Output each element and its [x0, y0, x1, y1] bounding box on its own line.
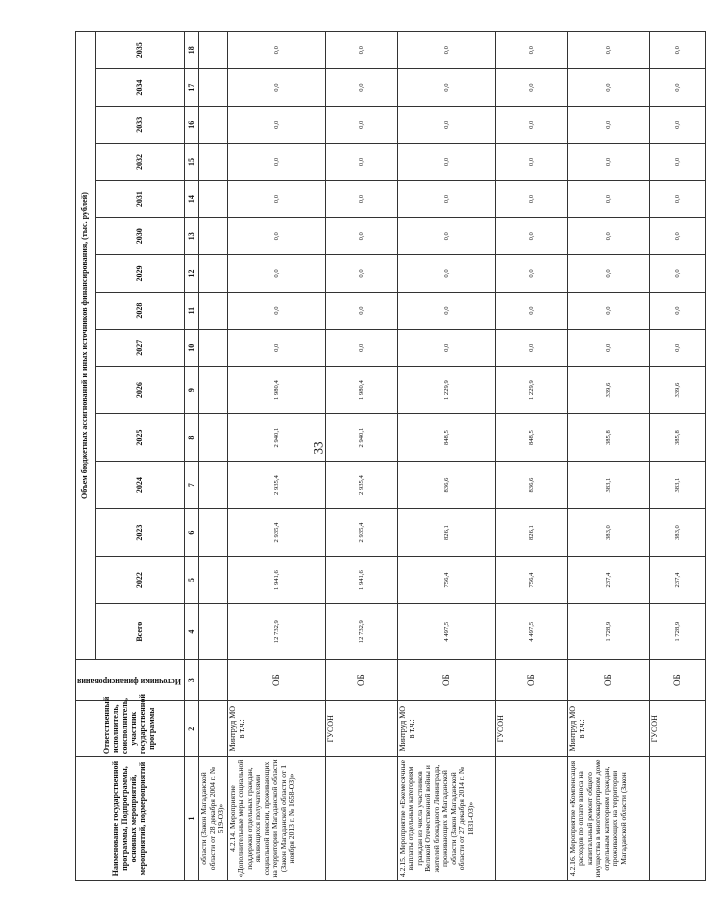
header-year: 2023	[96, 509, 185, 556]
row-executor: Минтруд МО в т.ч.:	[567, 701, 649, 757]
row-value: 0,0	[649, 143, 705, 180]
header-year: 2035	[96, 32, 185, 70]
row-value: 0,0	[227, 106, 325, 143]
header-volume: Объем бюджетных ассигнований и иных источников финансирования, (тыс. рублей)	[76, 32, 96, 660]
row-value	[199, 461, 228, 508]
row-value: 0,0	[325, 329, 397, 366]
row-value: 0,0	[495, 181, 567, 218]
row-value: 0,0	[227, 292, 325, 329]
header-year: 2031	[96, 181, 185, 218]
row-value: 0,0	[227, 69, 325, 106]
row-source: ОБ	[227, 660, 325, 701]
header-year: 2033	[96, 106, 185, 143]
row-total: 4 497,5	[495, 604, 567, 660]
header-year: 2030	[96, 218, 185, 255]
row-value: 383,1	[649, 461, 705, 508]
header-name: Наименование государственной программы, Подпрограммы, основных мероприятий, мероприятий, подмероприятий	[76, 757, 185, 881]
row-name: 4.2.16. Мероприятие «Компенсация расходов по оплате взноса на капитальный ремонт общего имущества в многоквартирном доме отдельным категориям граждан, проживающих на территории Магаданской области (Закон	[567, 757, 649, 881]
row-value: 1 980,4	[325, 366, 397, 413]
row-value: 0,0	[495, 255, 567, 292]
column-number: 16	[185, 106, 199, 143]
row-value: 836,6	[495, 461, 567, 508]
row-value: 0,0	[397, 69, 495, 106]
row-value: 0,0	[397, 292, 495, 329]
row-value: 0,0	[567, 32, 649, 70]
table-row	[567, 32, 649, 881]
column-number: 1	[185, 757, 199, 881]
row-value	[199, 218, 228, 255]
row-executor: Минтруд МО в т.ч.:	[227, 701, 325, 757]
column-number: 6	[185, 509, 199, 556]
row-value: 0,0	[567, 69, 649, 106]
column-number: 5	[185, 556, 199, 603]
column-number: 15	[185, 143, 199, 180]
column-number: 12	[185, 255, 199, 292]
row-value: 339,6	[649, 366, 705, 413]
row-value: 0,0	[567, 255, 649, 292]
row-executor: ГУСОН	[325, 701, 397, 757]
row-value: 0,0	[649, 329, 705, 366]
column-number: 7	[185, 461, 199, 508]
row-value: 0,0	[567, 106, 649, 143]
row-value: 0,0	[325, 106, 397, 143]
row-value	[199, 414, 228, 461]
row-value: 0,0	[397, 329, 495, 366]
column-number: 10	[185, 329, 199, 366]
row-value: 0,0	[325, 218, 397, 255]
row-total: 4 497,5	[397, 604, 495, 660]
row-value: 0,0	[227, 143, 325, 180]
row-value: 826,1	[397, 509, 495, 556]
row-value: 2 940,1	[227, 414, 325, 461]
header-year: 2022	[96, 556, 185, 603]
page-number: 33	[310, 441, 326, 455]
row-value: 0,0	[495, 143, 567, 180]
row-value: 383,0	[649, 509, 705, 556]
row-value	[199, 509, 228, 556]
row-value: 2 935,4	[325, 461, 397, 508]
column-number: 13	[185, 218, 199, 255]
table-row	[397, 32, 495, 881]
row-value: 383,0	[567, 509, 649, 556]
row-value: 0,0	[649, 106, 705, 143]
row-value: 0,0	[227, 329, 325, 366]
row-value	[199, 32, 228, 70]
row-total: 12 732,9	[325, 604, 397, 660]
row-value: 0,0	[567, 218, 649, 255]
row-value: 0,0	[567, 292, 649, 329]
row-source: ОБ	[649, 660, 705, 701]
row-value	[199, 69, 228, 106]
row-source: ОБ	[495, 660, 567, 701]
row-executor: ГУСОН	[649, 701, 705, 757]
header-year: 2029	[96, 255, 185, 292]
row-value: 0,0	[495, 218, 567, 255]
row-value: 1 941,6	[227, 556, 325, 603]
row-name: области (Закон Магаданской области от 28 декабря 2004 г. № 519-ОЗ)»	[199, 757, 228, 881]
row-executor	[199, 701, 228, 757]
column-number: 11	[185, 292, 199, 329]
row-value: 0,0	[649, 181, 705, 218]
row-value: 0,0	[495, 106, 567, 143]
header-source: Источники финансирования	[76, 660, 185, 701]
row-value: 0,0	[397, 32, 495, 70]
row-value: 0,0	[325, 292, 397, 329]
row-value: 0,0	[227, 218, 325, 255]
header-year: 2032	[96, 143, 185, 180]
row-value: 0,0	[227, 181, 325, 218]
row-source: ОБ	[397, 660, 495, 701]
row-value: 1 980,4	[227, 366, 325, 413]
row-value: 756,4	[397, 556, 495, 603]
row-value	[199, 106, 228, 143]
header-year: 2034	[96, 69, 185, 106]
row-total: 1 728,9	[567, 604, 649, 660]
row-value: 1 941,6	[325, 556, 397, 603]
row-value: 756,4	[495, 556, 567, 603]
row-value: 0,0	[325, 143, 397, 180]
row-value: 0,0	[649, 69, 705, 106]
row-value: 848,5	[397, 414, 495, 461]
row-value: 826,1	[495, 509, 567, 556]
header-year: 2027	[96, 329, 185, 366]
row-value: 0,0	[495, 329, 567, 366]
row-value: 385,8	[649, 414, 705, 461]
row-value: 0,0	[567, 329, 649, 366]
column-number: 8	[185, 414, 199, 461]
row-value: 0,0	[227, 255, 325, 292]
row-executor: ГУСОН	[495, 701, 567, 757]
row-value: 2 935,4	[325, 509, 397, 556]
row-value: 0,0	[495, 32, 567, 70]
column-number: 17	[185, 69, 199, 106]
row-name	[325, 757, 397, 881]
header-year: 2026	[96, 366, 185, 413]
column-number: 2	[185, 701, 199, 757]
column-number: 18	[185, 32, 199, 70]
row-value: 0,0	[325, 255, 397, 292]
row-source: ОБ	[325, 660, 397, 701]
row-value: 0,0	[495, 292, 567, 329]
table-row	[649, 32, 705, 881]
row-source	[199, 660, 228, 701]
row-value: 836,6	[397, 461, 495, 508]
row-value: 237,4	[649, 556, 705, 603]
row-value	[199, 181, 228, 218]
row-value: 0,0	[397, 218, 495, 255]
row-value: 1 229,9	[495, 366, 567, 413]
table-row	[227, 32, 325, 881]
row-value: 0,0	[495, 69, 567, 106]
row-value: 2 940,1	[325, 414, 397, 461]
row-value	[199, 556, 228, 603]
column-number: 14	[185, 181, 199, 218]
row-value: 0,0	[397, 106, 495, 143]
row-value	[199, 366, 228, 413]
row-value: 0,0	[397, 255, 495, 292]
row-value: 0,0	[325, 32, 397, 70]
row-value: 0,0	[325, 69, 397, 106]
row-value: 2 935,4	[227, 509, 325, 556]
row-value: 0,0	[397, 181, 495, 218]
row-value	[199, 143, 228, 180]
row-name	[495, 757, 567, 881]
rotated-table-container	[75, 31, 683, 881]
row-value: 383,1	[567, 461, 649, 508]
column-number: 4	[185, 604, 199, 660]
header-year: 2028	[96, 292, 185, 329]
row-name: 4.2.15. Мероприятие «Ежемесячные выплаты отдельным категориям граждан из числа участников Великой Отечественной войны и жителей блокадного Ленинграда, проживающих в Магаданской области (Закон Магаданской области от 27 декабря 2014 г. № 1831-ОЗ)»	[397, 757, 495, 881]
row-name: 4.2.14. Мероприятие «Дополнительные меры социальной поддержки отдельных граждан, являющихся получателями социальной пенсии, проживающих на территории Магаданской области (Закон Магаданской области от 1 ноября 2013 г. № 1658-ОЗ)»	[227, 757, 325, 881]
table-row	[495, 32, 567, 881]
header-executor: Ответственный исполнитель, соисполнитель, участник государственной программы	[76, 701, 185, 757]
header-total: Всего	[96, 604, 185, 660]
row-value: 0,0	[649, 218, 705, 255]
row-total: 1 728,9	[649, 604, 705, 660]
row-source: ОБ	[567, 660, 649, 701]
header-year: 2024	[96, 461, 185, 508]
row-value: 1 229,9	[397, 366, 495, 413]
table-row	[199, 32, 228, 881]
row-total: 12 732,9	[227, 604, 325, 660]
table-row	[325, 32, 397, 881]
row-value: 2 935,4	[227, 461, 325, 508]
row-value: 0,0	[567, 181, 649, 218]
row-value	[199, 255, 228, 292]
row-total	[199, 604, 228, 660]
row-value: 0,0	[649, 255, 705, 292]
financing-table	[75, 31, 706, 881]
row-value: 0,0	[397, 143, 495, 180]
row-name	[649, 757, 705, 881]
row-value: 385,8	[567, 414, 649, 461]
header-year: 2025	[96, 414, 185, 461]
row-value: 0,0	[227, 32, 325, 70]
row-value: 0,0	[649, 32, 705, 70]
row-value: 0,0	[649, 292, 705, 329]
row-executor: Минтруд МО в т.ч.:	[397, 701, 495, 757]
row-value	[199, 329, 228, 366]
row-value: 339,6	[567, 366, 649, 413]
row-value: 0,0	[567, 143, 649, 180]
row-value: 237,4	[567, 556, 649, 603]
row-value	[199, 292, 228, 329]
row-value: 848,5	[495, 414, 567, 461]
column-number: 9	[185, 366, 199, 413]
column-number: 3	[185, 660, 199, 701]
row-value: 0,0	[325, 181, 397, 218]
